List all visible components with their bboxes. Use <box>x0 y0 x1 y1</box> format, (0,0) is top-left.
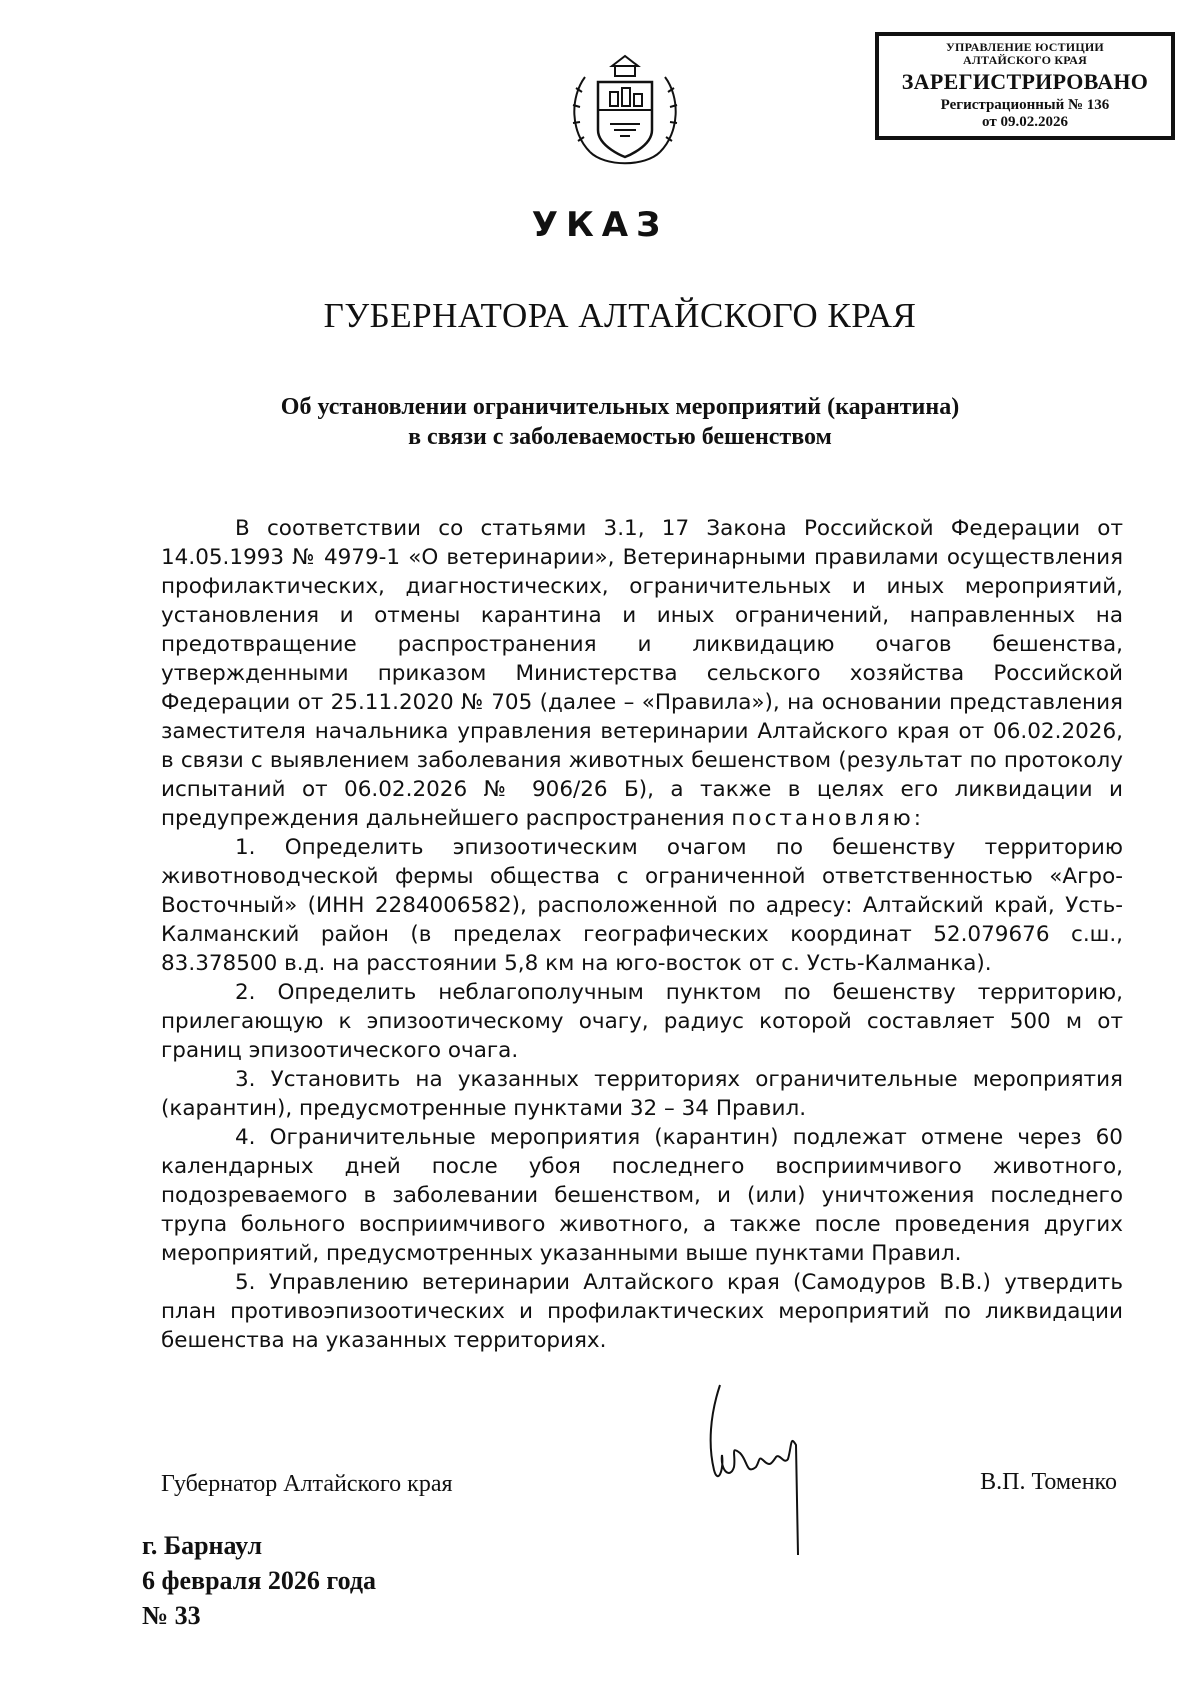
decree-item-2: 2. Определить неблагополучным пунктом по бешенству территорию, прилегающую к эпизоотическому очагу, радиус которой составляет 500 м от границ эпизоотического очага. <box>161 980 1123 1063</box>
document-issuer: ГУБЕРНАТОРА АЛТАЙСКОГО КРАЯ <box>323 296 917 335</box>
preamble-text: В соответствии со статьями 3.1, 17 Закона Российской Федерации от 14.05.1993 № 4979-1 «О ветеринарии», Ветеринарными правилами осуществления профилактических, диагностических, ограничительных и иных мероприятий, установления и отмены карантина и иных ограничений, направленных на предотвращение распространения и ликвидацию очагов бешенства, утвержденными приказом Министерства сельского хозяйства Российской Федерации от 25.11.2020 № 705 (далее – «Правила»), на основании представления заместителя начальника управления ветеринарии Алтайского края от 06.02.2026, в связи с выявлением заболевания животных бешенством (результат по протоколу испытаний от 06.02.2026 № 906/26 Б), а также в целях его ликвидации и предупреждения дальнейшего распространения <box>161 516 1123 831</box>
signatory-name: В.П. Томенко <box>980 1469 1117 1495</box>
handwritten-signature-icon <box>700 1375 840 1555</box>
decree-item-3: 3. Установить на указанных территориях ограничительные мероприятия (карантин), предусмотренные пунктами 32 – 34 Правил. <box>161 1067 1123 1121</box>
decree-item-5: 5. Управлению ветеринарии Алтайского края (Самодуров В.В.) утвердить план противоэпизоотических и профилактических мероприятий по ликвидации бешенства на указанных территориях. <box>161 1270 1123 1353</box>
decree-item-4: 4. Ограничительные мероприятия (карантин) подлежат отмене через 60 календарных дней после убоя последнего восприимчивого животного, подозреваемого в заболевании бешенством, и (или) уничтожения последнего трупа больного восприимчивого животного, а также после проведения других мероприятий, предусмотренных указанными выше пунктами Правил. <box>161 1125 1123 1266</box>
subject-line-2: в связи с заболеваемостью бешенством <box>408 424 832 450</box>
footer-city: г. Барнаул <box>142 1531 263 1560</box>
document-body <box>161 514 1123 1355</box>
stamp-status: ЗАРЕГИСТРИРОВАНО <box>901 69 1149 94</box>
coat-of-arms-icon <box>570 52 680 177</box>
document-subject <box>0 392 1200 452</box>
registration-stamp <box>875 32 1175 140</box>
subject-line-1: Об установлении ограничительных мероприятий (карантина) <box>280 394 960 420</box>
decree-item-1: 1. Определить эпизоотическим очагом по бешенству территорию животноводческой фермы общества с ограниченной ответственностью «Агро-Восточный» (ИНН 2284006582), расположенной по адресу: Алтайский край, Усть-Калманский район (в пределах географических координат 52.079676 с.ш., 83.378500 в.д. на расстоянии 5,8 км на юго-восток от с. Усть-Калманка). <box>161 835 1123 976</box>
stamp-org-region: АЛТАЙСКОГО КРАЯ <box>963 53 1087 67</box>
stamp-org: УПРАВЛЕНИЕ ЮСТИЦИИ <box>946 40 1104 54</box>
stamp-date: от 09.02.2026 <box>982 114 1068 130</box>
document-footer <box>142 1528 376 1633</box>
document-type: УКАЗ <box>531 205 669 245</box>
stamp-number: Регистрационный № 136 <box>940 97 1110 113</box>
footer-date: 6 февраля 2026 года <box>142 1566 376 1595</box>
preamble <box>161 514 1123 833</box>
decree-word: постановляю: <box>731 806 925 831</box>
signatory-position: Губернатор Алтайского края <box>161 1471 453 1497</box>
footer-number: № 33 <box>142 1601 201 1630</box>
